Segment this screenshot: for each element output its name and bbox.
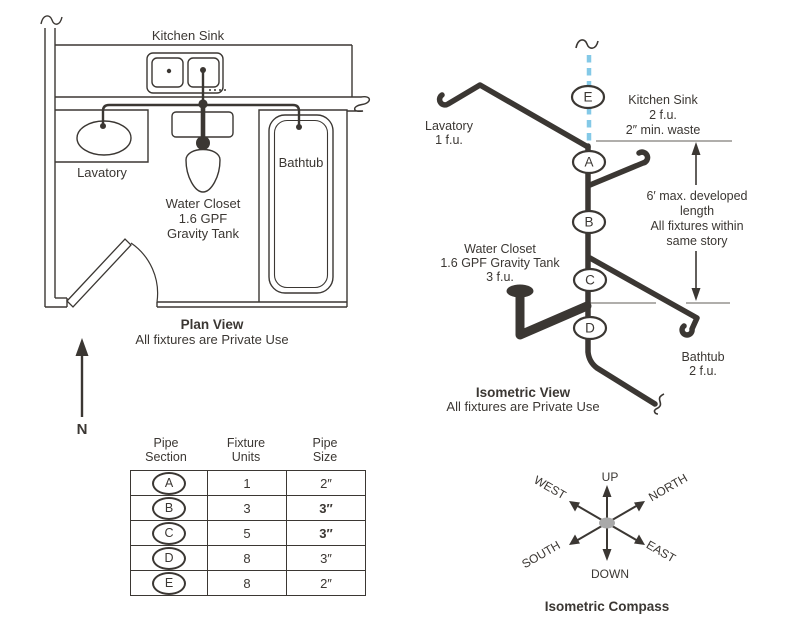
compass-south-label: SOUTH (519, 537, 563, 572)
node-e: E (583, 89, 593, 105)
iso-lavatory-line1: Lavatory (425, 119, 473, 133)
plan-wc-label-line1: Water Closet (165, 196, 241, 211)
table-row (131, 546, 366, 571)
size-cell: 2″ (287, 571, 366, 596)
section-cell (131, 496, 208, 521)
wall-break-icon (41, 16, 62, 24)
section-cell (131, 571, 208, 596)
section-oval: C (152, 522, 186, 545)
compass-up-label: UP (601, 470, 619, 484)
col-header-fixture-units: Fixture Units (226, 436, 266, 464)
water-closet-flange (507, 285, 534, 298)
iso-note-line1: 6′ max. developed (646, 189, 748, 203)
plan-caption-sub: All fixtures are Private Use (135, 332, 289, 347)
north-label: N (76, 421, 88, 438)
iso-lavatory-line2: 1 f.u. (435, 133, 463, 147)
iso-note-line3: All fixtures within (650, 219, 744, 233)
table-row (131, 496, 366, 521)
kitchen-sink-fixture (147, 53, 223, 93)
door-swing-arc (131, 243, 158, 302)
units-cell: 8 (208, 546, 287, 571)
wall-break-icon (347, 97, 369, 112)
plan-kitchen-sink-label: Kitchen Sink (151, 28, 225, 43)
col-header-pipe-section: Pipe Section (145, 436, 187, 464)
col-header-pipe-size: Pipe Size (312, 436, 338, 464)
isometric-view-diagram (400, 0, 794, 432)
plan-wc-label-line2: 1.6 GPF (178, 211, 228, 226)
iso-wc-line2: 1.6 GPF Gravity Tank (440, 256, 560, 270)
units-cell: 3 (208, 496, 287, 521)
units-cell: 5 (208, 521, 287, 546)
pipe-sizing-table (126, 436, 374, 596)
bathtub-fixture (269, 115, 333, 293)
section-cell (131, 471, 208, 496)
iso-bathtub-line2: 2 f.u. (689, 364, 717, 378)
section-oval: A (152, 472, 186, 495)
iso-kitchen-line1: Kitchen Sink (628, 93, 698, 107)
north-arrow-icon (76, 338, 89, 417)
compass-east-label: EAST (643, 537, 679, 566)
compass-down-label: DOWN (591, 567, 629, 581)
units-cell: 1 (208, 471, 287, 496)
iso-wc-line1: Water Closet (464, 242, 536, 256)
iso-caption: Isometric View (475, 385, 571, 400)
iso-bathtub-line1: Bathtub (681, 350, 725, 364)
section-oval: D (152, 547, 186, 570)
iso-note-line4: same story (666, 234, 728, 248)
compass-west-label: WEST (531, 472, 569, 503)
section-cell (131, 521, 208, 546)
plan-view-diagram (0, 0, 400, 440)
size-cell: 3″ (287, 496, 366, 521)
door-leaf (67, 239, 131, 307)
table-row (131, 571, 366, 596)
section-oval: B (152, 497, 186, 520)
size-cell: 2″ (287, 471, 366, 496)
section-oval: E (152, 572, 186, 595)
plan-wc-label-line3: Gravity Tank (166, 226, 240, 241)
size-cell: 3″ (287, 546, 366, 571)
table-row (131, 521, 366, 546)
plan-lavatory-label: Lavatory (77, 165, 127, 180)
iso-kitchen-line2: 2 f.u. (649, 108, 677, 122)
compass-caption: Isometric Compass (544, 599, 670, 614)
plan-caption: Plan View (180, 317, 244, 332)
table-row (131, 471, 366, 496)
size-cell: 3″ (287, 521, 366, 546)
node-d: D (585, 320, 595, 336)
vent-break-icon (576, 40, 598, 48)
table-header-row (126, 436, 374, 464)
bathtub-branch-pipe (590, 258, 697, 335)
units-cell: 8 (208, 571, 287, 596)
node-c: C (585, 272, 595, 288)
plan-bathtub-label: Bathtub (278, 155, 324, 170)
node-b: B (584, 214, 594, 230)
compass-center-dot (599, 518, 615, 529)
iso-caption-sub: All fixtures are Private Use (446, 399, 600, 414)
iso-wc-line3: 3 f.u. (486, 270, 514, 284)
compass-north-label: NORTH (646, 470, 690, 505)
section-cell (131, 546, 208, 571)
iso-kitchen-line3: 2″ min. waste (625, 123, 701, 137)
iso-note-line2: length (679, 204, 715, 218)
node-a: A (584, 154, 594, 170)
isometric-compass (488, 442, 738, 622)
